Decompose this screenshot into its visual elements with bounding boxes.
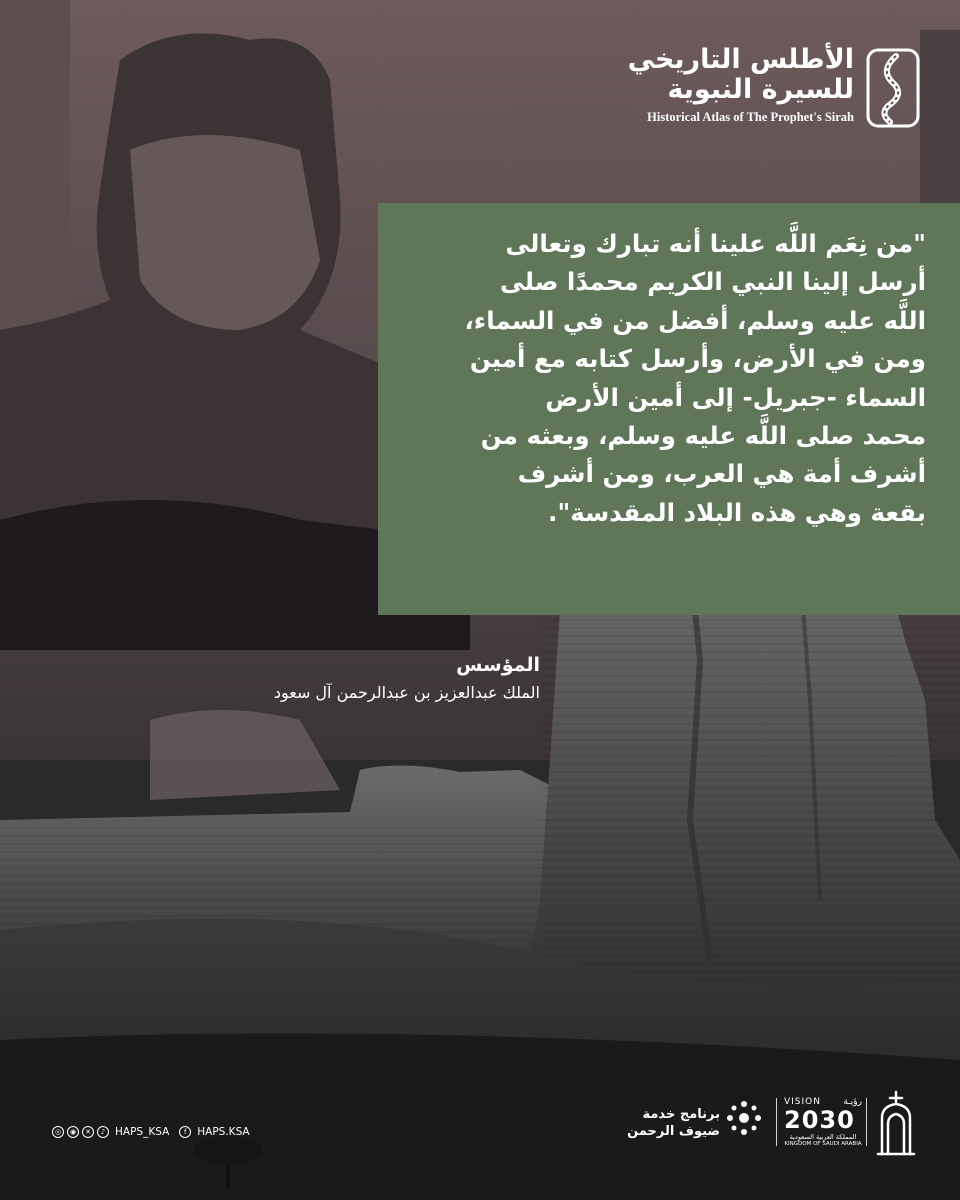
quote-box xyxy=(378,203,960,615)
tiktok-icon[interactable]: ♪ xyxy=(97,1126,109,1138)
social-handle-primary[interactable]: HAPS_KSA xyxy=(115,1126,170,1138)
vision-country-ar: المملكة العربية السعودية xyxy=(789,1133,857,1141)
haps-line1: برنامج خدمة xyxy=(642,1107,720,1122)
brand-logo xyxy=(520,44,920,134)
darah-emblem-icon xyxy=(872,1088,920,1158)
vision-label-ar: رؤيـة xyxy=(843,1097,862,1107)
quote-line: محمد صلى اللَّه عليه وسلم، وبعثه من xyxy=(480,421,926,451)
footer-divider xyxy=(866,1098,867,1146)
atlas-map-mark-icon xyxy=(866,48,920,128)
haps-emblem-icon xyxy=(724,1098,764,1138)
snapchat-icon[interactable]: ◉ xyxy=(67,1126,79,1138)
attribution xyxy=(140,652,540,706)
brand-title-line2: للسيرة النبوية xyxy=(667,74,854,105)
quote-line: اللَّه عليه وسلم، أفضل من في السماء، xyxy=(464,305,926,335)
quote-line: أشرف أمة هي العرب، ومن أشرف xyxy=(517,459,926,489)
social-handle-facebook[interactable]: HAPS.KSA xyxy=(197,1126,250,1138)
footer-divider xyxy=(776,1098,777,1146)
quote-line: بقعة وهي هذه البلاد المقدسة". xyxy=(548,497,926,527)
haps-program-name xyxy=(620,1106,720,1140)
vision-country-en: KINGDOM OF SAUDI ARABIA xyxy=(784,1141,862,1147)
instagram-icon[interactable]: ◎ xyxy=(52,1126,64,1138)
quote-line: ومن في الأرض، وأرسل كتابه مع أمين xyxy=(469,344,926,374)
brand-title-english: Historical Atlas of The Prophet's Sirah xyxy=(647,110,854,124)
brand-title-line1: الأطلس التاريخي xyxy=(627,44,854,75)
attribution-title: المؤسس xyxy=(456,654,540,676)
quote-line: "من نِعَم اللَّه علينا أنه تبارك وتعالى xyxy=(505,229,926,258)
vision-2030-logo xyxy=(784,1097,862,1148)
haps-line2: ضيوف الرحمن xyxy=(627,1124,720,1139)
social-handles xyxy=(52,1126,260,1138)
quote-line: السماء -جبريل- إلى أمين الأرض xyxy=(545,382,926,412)
vision-year: 2030 xyxy=(784,1106,855,1134)
attribution-name: الملك عبدالعزيز بن عبدالرحمن آل سعود xyxy=(273,683,540,702)
quote-line: أرسل إلينا النبي الكريم محمدًا صلى xyxy=(499,267,926,297)
x-icon[interactable]: ✕ xyxy=(82,1126,94,1138)
vision-label: VISION xyxy=(784,1097,821,1107)
facebook-icon[interactable]: f xyxy=(179,1126,191,1138)
